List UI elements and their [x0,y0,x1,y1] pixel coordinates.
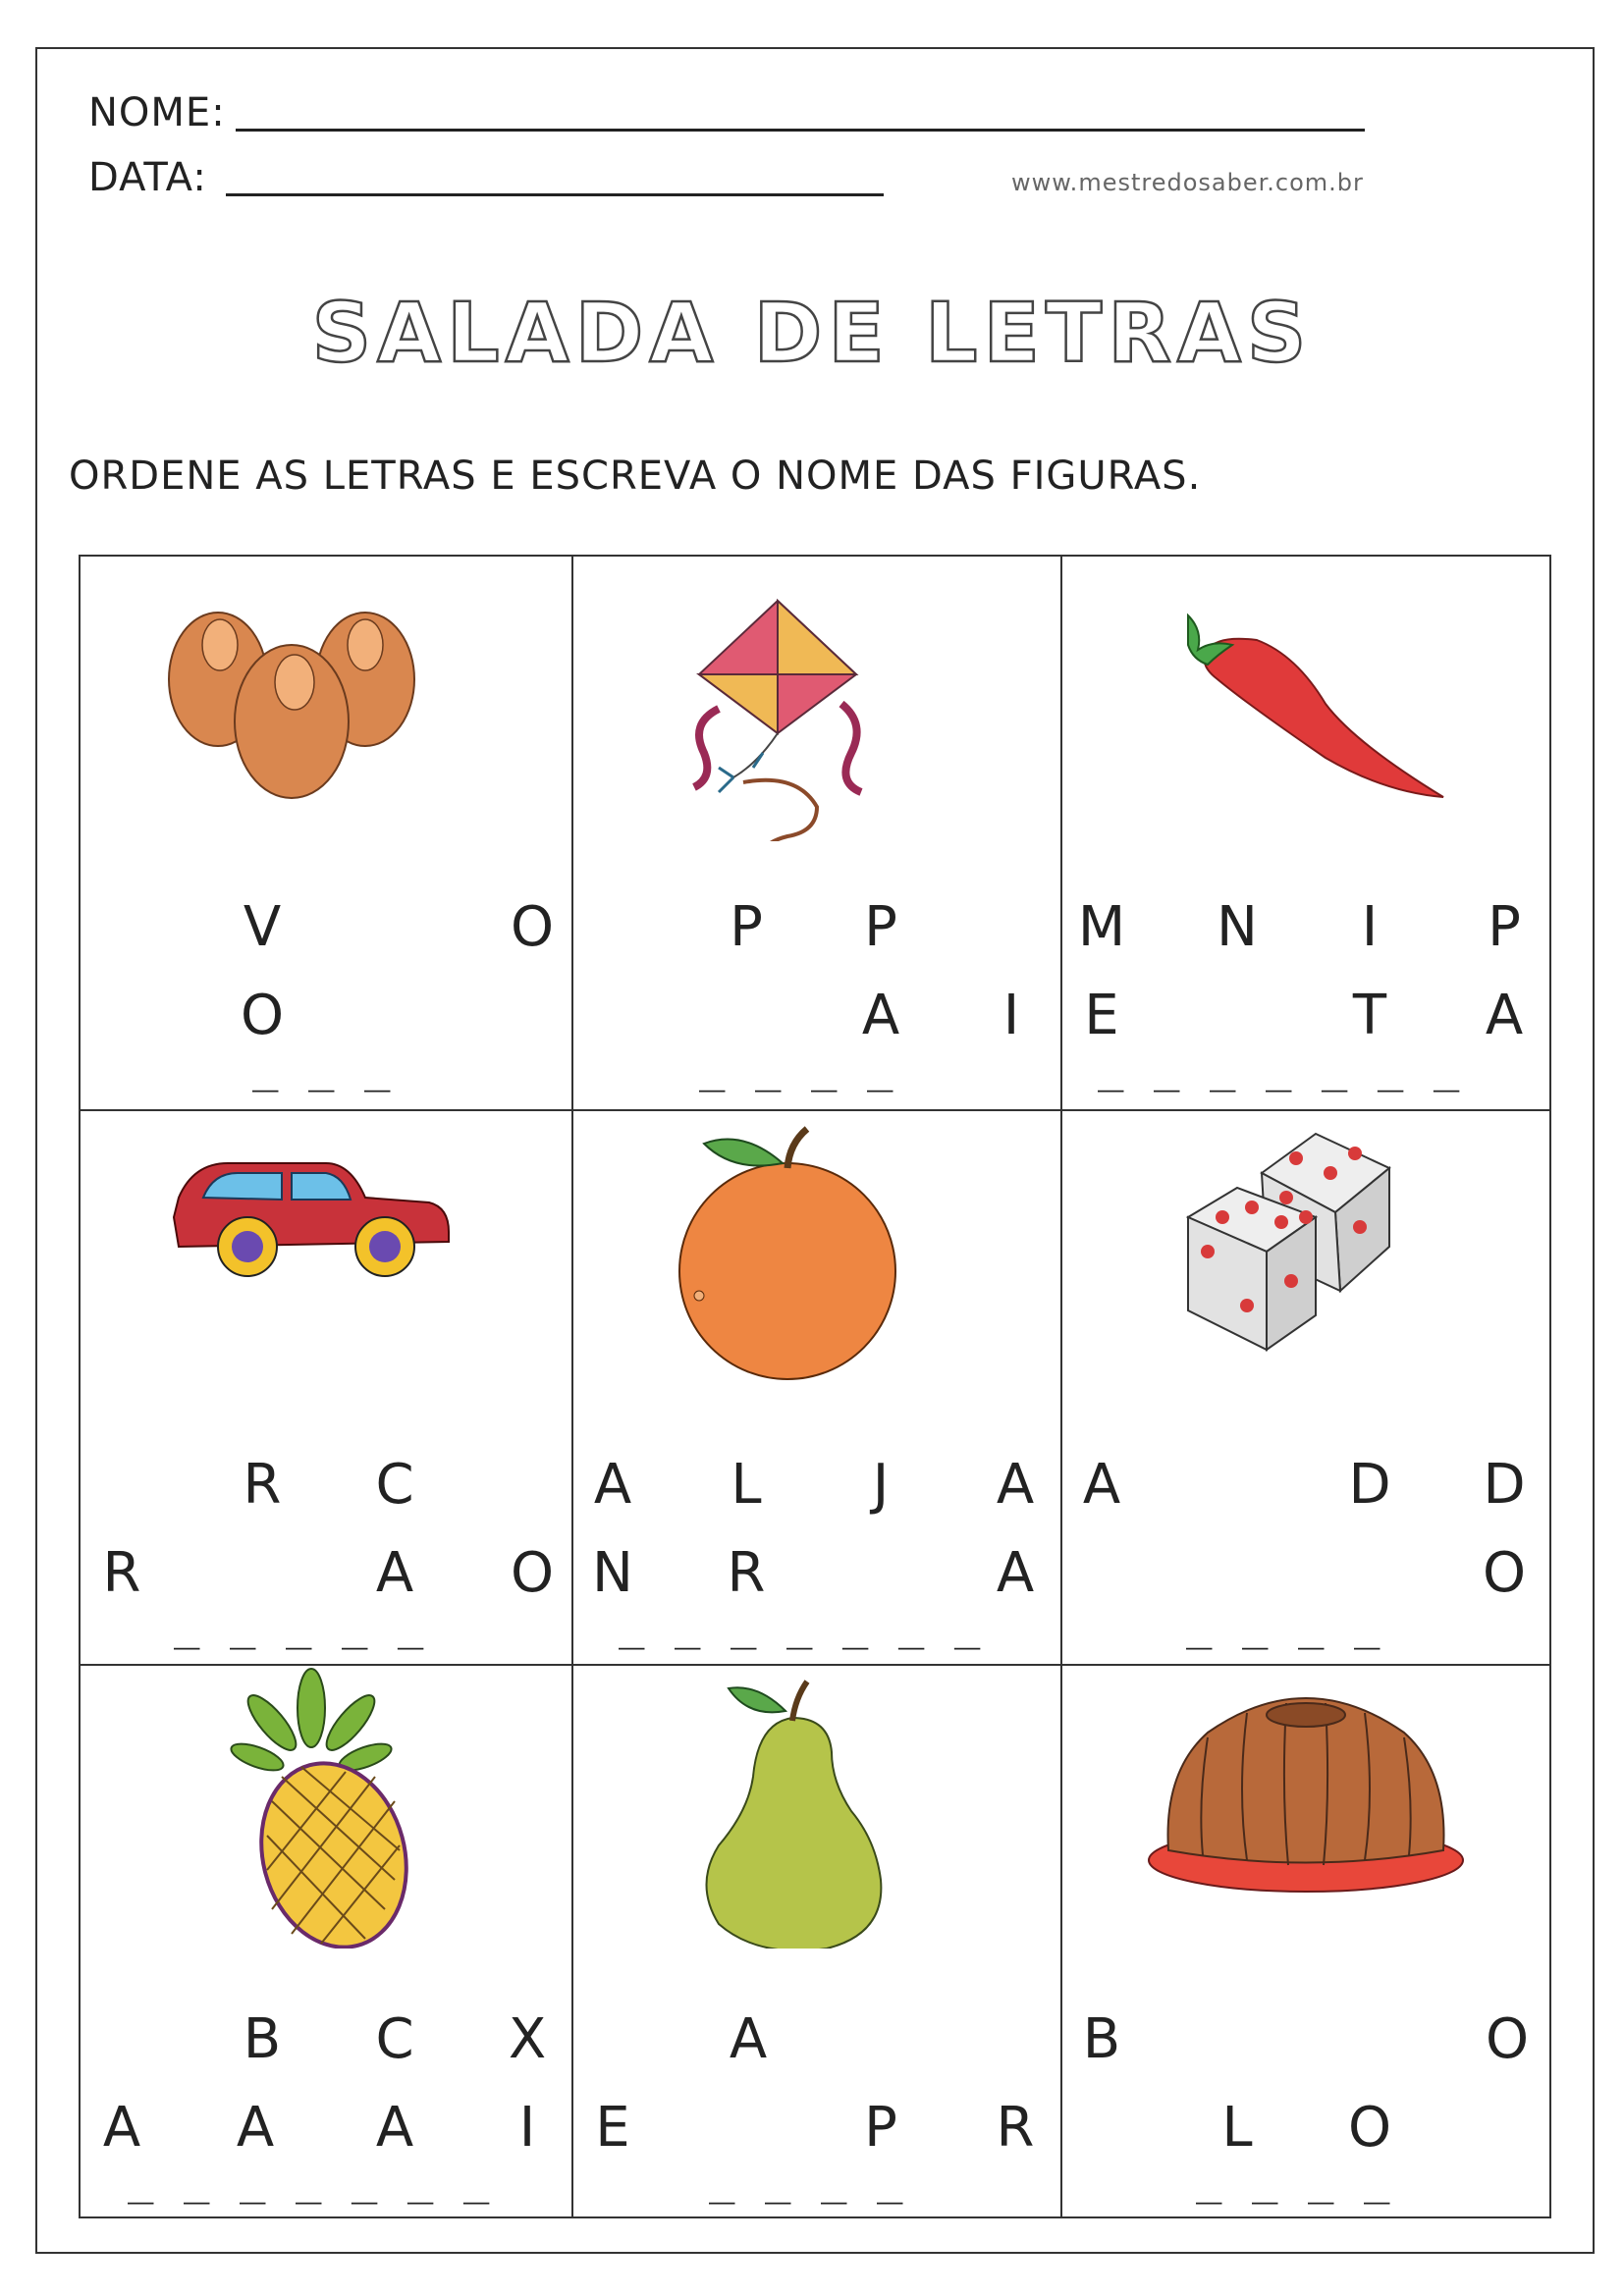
name-label: NOME: [88,90,226,135]
letter-tile: P [730,895,763,959]
letter-tile: L [1221,2096,1253,2160]
answer-blanks[interactable]: _ _ _ [252,1042,393,1093]
letter-tile: P [864,895,897,959]
letter-tile: A [1082,1453,1121,1517]
letter-tile: B [1082,2007,1121,2071]
letter-tile: I [1361,895,1379,959]
answer-blanks[interactable]: _ _ _ _ [699,1042,895,1093]
pear-picture [571,1664,1062,1949]
exercise-cell [81,1109,571,1664]
letter-tile: R [102,1541,141,1605]
letter-tile: B [243,2007,282,2071]
dice-picture [1060,1109,1551,1394]
name-line[interactable] [236,129,1365,132]
cake-picture [1060,1664,1551,1949]
letter-tile: N [592,1541,633,1605]
letter-tile: X [508,2007,547,2071]
orange-picture [571,1109,1062,1394]
letter-tile: E [1084,984,1119,1047]
letter-tile: C [375,1453,414,1517]
letter-tile: A [375,2096,414,2160]
letter-tile: A [236,2096,275,2160]
answer-blanks[interactable]: _ _ _ _ [1186,1600,1382,1650]
letter-tile: I [1002,984,1020,1047]
car-picture [81,1109,571,1394]
date-line[interactable] [226,193,884,196]
letter-tile: J [872,1453,890,1517]
exercise-grid [79,555,1551,2218]
letter-tile: A [102,2096,141,2160]
letter-tile: A [996,1541,1035,1605]
answer-blanks[interactable]: _ _ _ _ [1196,2155,1392,2205]
page-title: SALADA DE LETRAS [311,285,1313,381]
answer-blanks[interactable]: _ _ _ _ _ _ _ [128,2155,492,2205]
exercise-cell [571,1109,1060,1664]
answer-blanks[interactable]: _ _ _ _ _ _ _ [619,1600,983,1650]
letter-tile: M [1077,895,1126,959]
letter-tile: R [996,2096,1035,2160]
exercise-cell [1060,557,1551,1109]
letter-tile: E [595,2096,630,2160]
letter-tile: O [1485,2007,1530,2071]
letter-tile: C [375,2007,414,2071]
date-label: DATA: [88,155,207,200]
exercise-cell [81,557,571,1109]
letter-tile: A [375,1541,414,1605]
letter-tile: T [1352,984,1387,1047]
letter-tile: A [1485,984,1524,1047]
exercise-cell [571,1664,1060,2218]
letter-tile: R [243,1453,282,1517]
answer-blanks[interactable]: _ _ _ _ _ _ _ [1098,1042,1462,1093]
pineapple-picture [81,1664,571,1949]
letter-tile: O [240,984,285,1047]
letter-tile: A [861,984,900,1047]
letter-tile: A [729,2007,768,2071]
letter-tile: O [1482,1541,1527,1605]
chili-pepper-picture [1060,557,1551,841]
letter-tile: L [731,1453,762,1517]
name-field [88,90,226,135]
letter-tile: O [1347,2096,1392,2160]
eggs-picture [81,557,571,841]
letter-tile: P [1488,895,1521,959]
letter-tile: D [1348,1453,1391,1517]
website-url: www.mestredosaber.com.br [1011,169,1364,196]
exercise-cell [1060,1664,1551,2218]
instruction-text: ORDENE AS LETRAS E ESCREVA O NOME DAS FIGURAS. [69,454,1202,499]
letter-tile: A [996,1453,1035,1517]
letter-tile: O [510,1541,555,1605]
exercise-cell [571,557,1060,1109]
kite-picture [571,557,1062,841]
answer-blanks[interactable]: _ _ _ _ [709,2155,905,2205]
letter-tile: A [593,1453,632,1517]
letter-tile: P [864,2096,897,2160]
answer-blanks[interactable]: _ _ _ _ _ [174,1600,426,1650]
letter-tile: V [243,895,282,959]
exercise-cell [81,1664,571,2218]
letter-tile: I [518,2096,536,2160]
letter-tile: N [1217,895,1258,959]
exercise-cell [1060,1109,1551,1664]
letter-tile: O [510,895,555,959]
letter-tile: D [1483,1453,1526,1517]
date-field [88,155,207,200]
letter-tile: R [727,1541,766,1605]
